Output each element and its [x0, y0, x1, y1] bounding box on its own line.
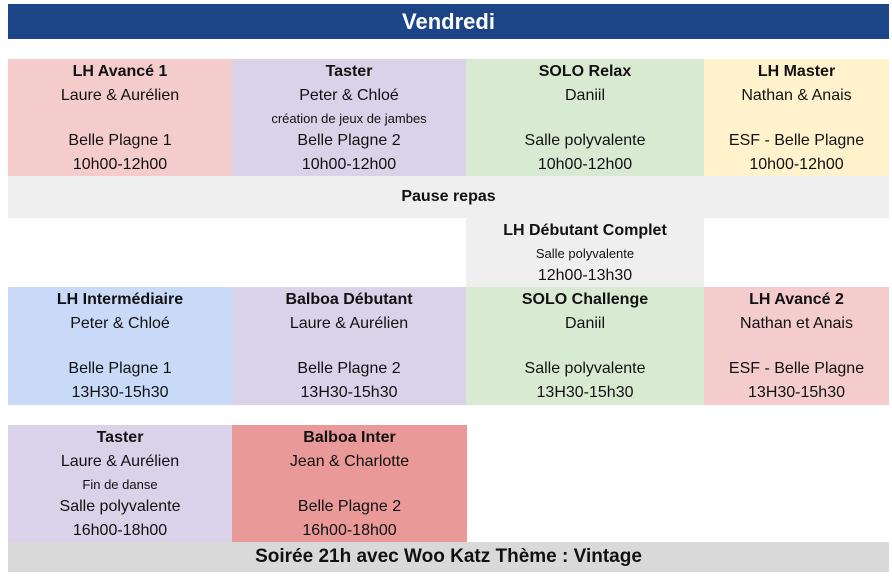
session-time: 13H30-15h30: [748, 384, 845, 401]
session-name: Balboa Débutant: [285, 291, 413, 308]
session-name: Taster: [325, 63, 373, 80]
session-time: 13H30-15h30: [300, 384, 398, 401]
session-note: Fin de danse: [82, 477, 158, 492]
session-teachers: Daniil: [564, 87, 605, 104]
page-title: Vendredi: [8, 4, 889, 39]
session-lh-debutant-complet: [466, 218, 704, 287]
session-teachers: Jean & Charlotte: [289, 453, 410, 470]
session-room: Salle polyvalente: [59, 498, 181, 515]
session-note: création de jeux de jambes: [271, 111, 427, 126]
session-name: LH Avancé 2: [749, 291, 844, 308]
session-name: SOLO Relax: [538, 63, 632, 80]
session-time: 13H30-15h30: [71, 384, 169, 401]
session-solo-relax: [466, 59, 704, 176]
session-balboa-debutant: [232, 287, 466, 405]
session-time: 12h00-13h30: [537, 267, 633, 284]
session-room: ESF - Belle Plagne: [728, 132, 865, 149]
session-room: Belle Plagne 2: [297, 360, 401, 377]
session-time: 10h00-12h00: [72, 156, 168, 173]
session-name: LH Intermédiaire: [56, 291, 184, 308]
session-room: Belle Plagne 1: [68, 132, 172, 149]
session-time: 16h00-18h00: [302, 522, 397, 539]
session-time: 13H30-15h30: [536, 384, 634, 401]
evening-event: Soirée 21h avec Woo Katz Thème : Vintage: [8, 542, 889, 572]
session-teachers: Laure & Aurélien: [60, 87, 180, 104]
session-room: Belle Plagne 2: [297, 132, 401, 149]
session-teachers: Nathan et Anais: [740, 315, 853, 332]
session-time: 16h00-18h00: [72, 522, 168, 539]
session-teachers: Nathan & Anais: [741, 87, 852, 104]
session-teachers: Daniil: [564, 315, 605, 332]
session-taster-afternoon: [8, 425, 232, 542]
session-time: 10h00-12h00: [537, 156, 633, 173]
session-lh-avance-2: [704, 287, 889, 405]
session-room: Salle polyvalente: [524, 132, 646, 149]
session-taster-morning: [232, 59, 466, 176]
session-balboa-inter: [232, 425, 467, 542]
session-lh-master: [704, 59, 889, 176]
session-lh-intermediaire: [8, 287, 232, 405]
session-teachers: Peter & Chloé: [299, 87, 399, 104]
session-name: Taster: [96, 429, 144, 446]
session-room: Salle polyvalente: [524, 360, 646, 377]
session-name: LH Master: [757, 63, 836, 80]
session-name: LH Avancé 1: [72, 63, 168, 80]
session-time: 10h00-12h00: [301, 156, 397, 173]
session-time: 10h00-12h00: [749, 156, 844, 173]
session-room: ESF - Belle Plagne: [728, 360, 865, 377]
session-name: Balboa Inter: [303, 429, 396, 446]
session-teachers: Peter & Chloé: [70, 315, 170, 332]
session-name: SOLO Challenge: [521, 291, 649, 308]
session-teachers: Laure & Aurélien: [60, 453, 180, 470]
session-teachers: Laure & Aurélien: [289, 315, 409, 332]
session-solo-challenge: [466, 287, 704, 405]
session-room: Belle Plagne 1: [68, 360, 172, 377]
session-room: Salle polyvalente: [535, 246, 635, 261]
session-room: Belle Plagne 2: [297, 498, 402, 515]
session-name: LH Débutant Complet: [503, 222, 667, 239]
session-lh-avance-1: [8, 59, 232, 176]
lunch-break: Pause repas: [8, 176, 889, 218]
